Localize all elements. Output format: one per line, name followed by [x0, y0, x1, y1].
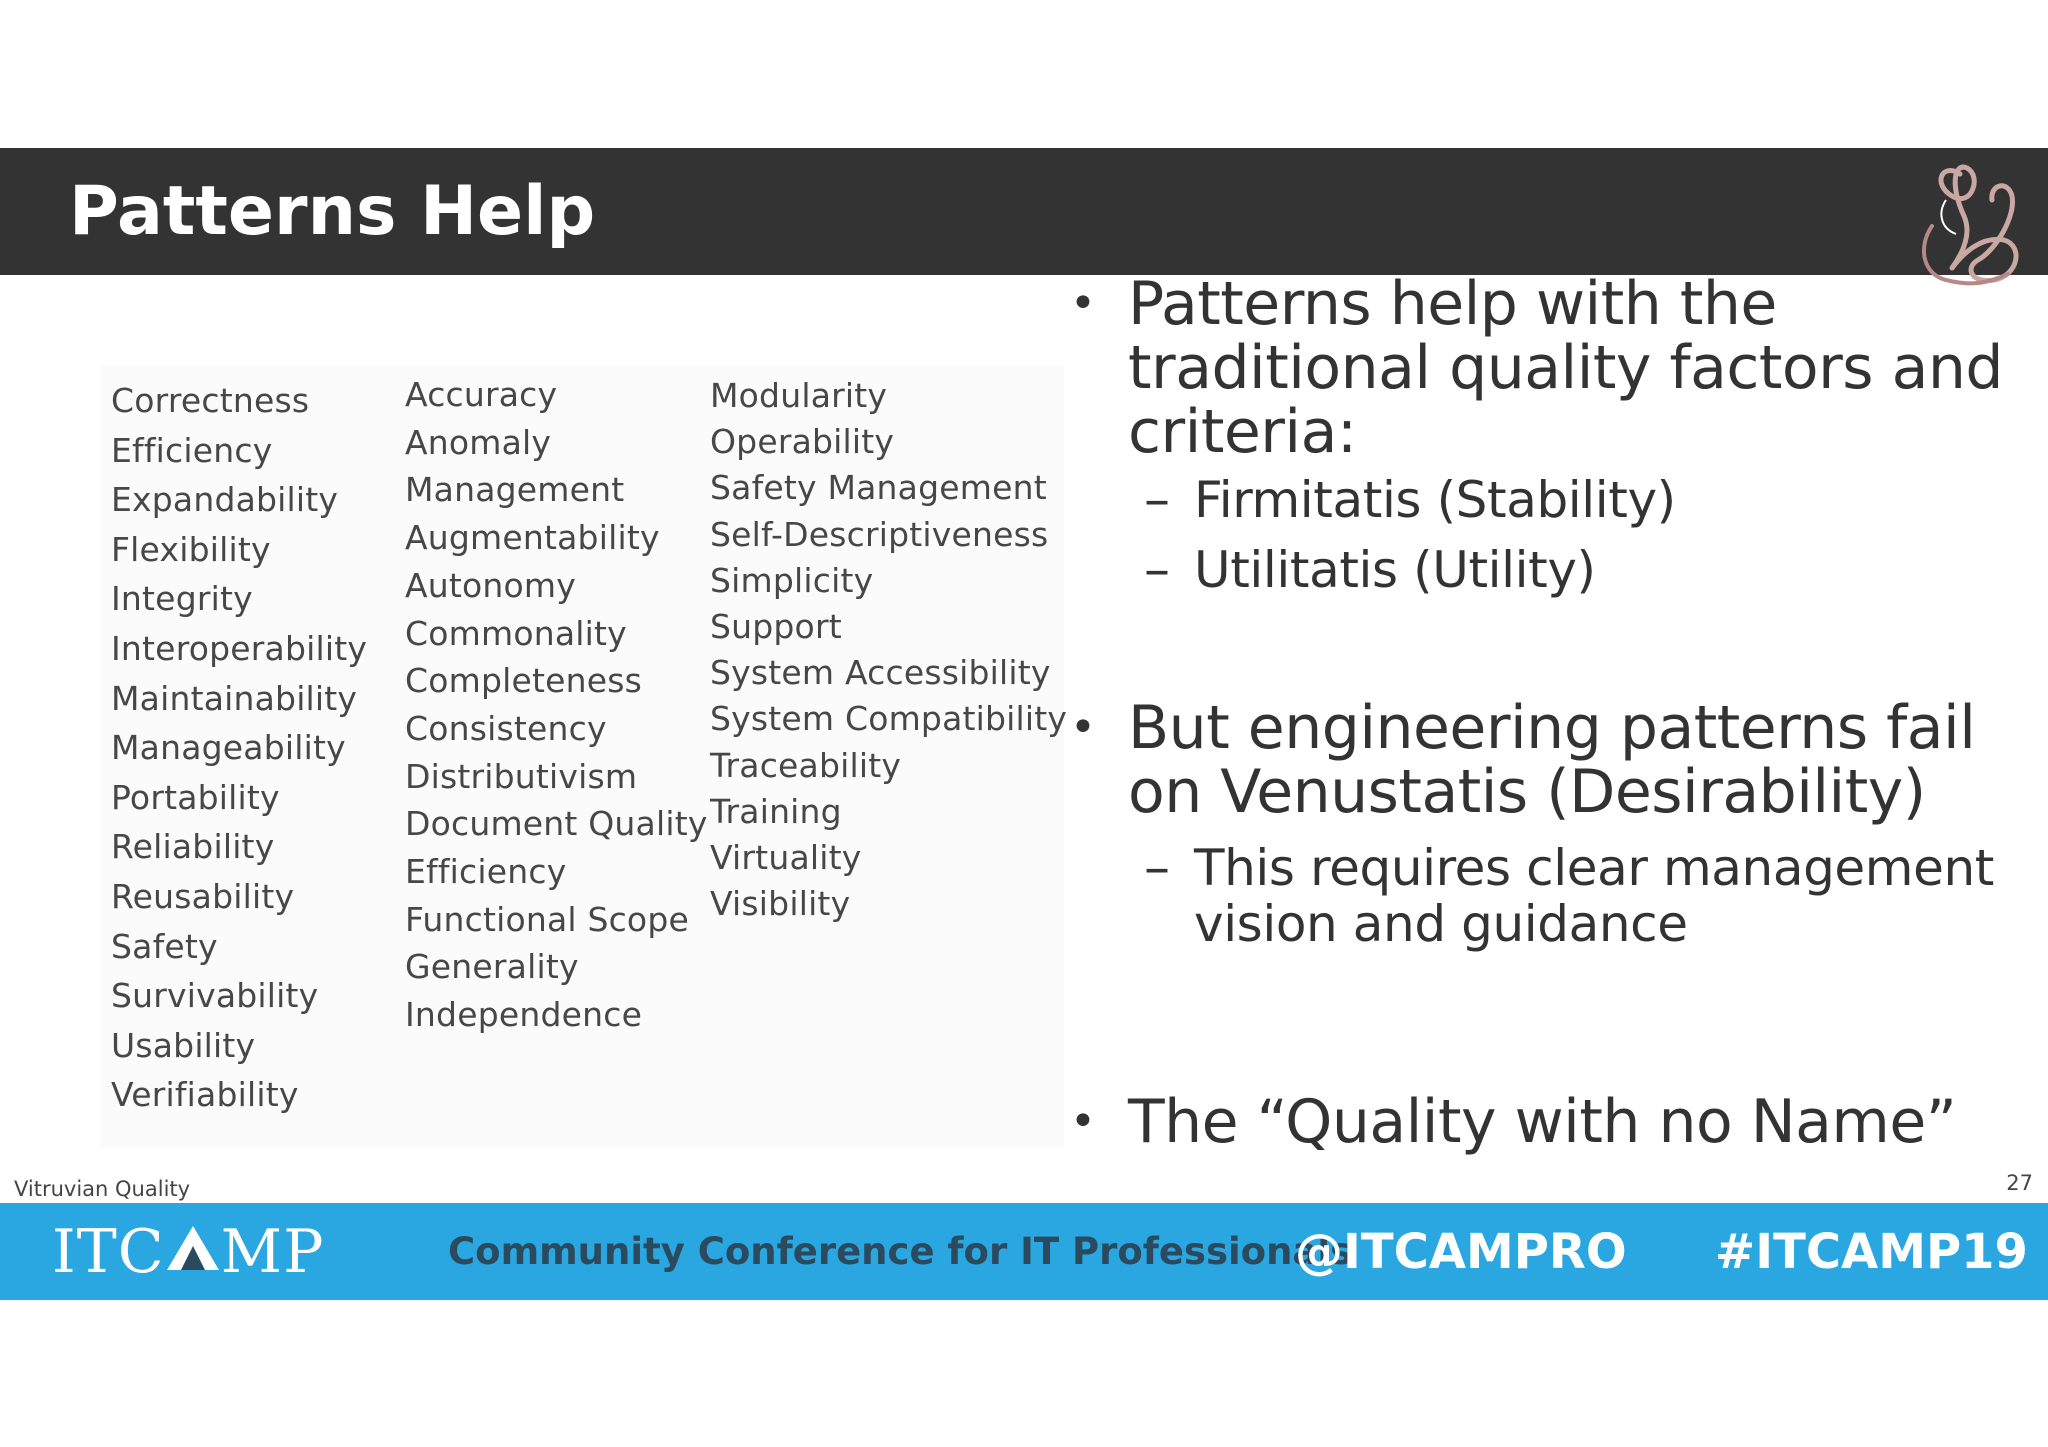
bullet-text: But engineering patterns fail on Venustatis (Desirability)	[1128, 693, 1976, 827]
criterion-item: Operability	[710, 422, 895, 462]
factor-item: Survivability	[111, 976, 319, 1016]
factor-item: Maintainability	[111, 678, 358, 718]
criterion-item: Functional Scope	[405, 899, 689, 939]
brand-suffix: MP	[220, 1217, 325, 1287]
criterion-item: Commonality	[405, 613, 627, 653]
twitter-handle: @ITCAMPRO	[1295, 1224, 1627, 1280]
criterion-item: Generality	[405, 947, 579, 987]
quality-factors-column-3	[710, 373, 1067, 927]
brand-prefix: ITC	[52, 1217, 165, 1287]
conference-tagline: Community Conference for IT Professionals	[448, 1230, 1353, 1273]
factor-item: Expandability	[111, 480, 339, 520]
sub-bullet-marker: –	[1144, 470, 1170, 530]
title-bar	[0, 148, 2048, 275]
criterion-item: System Compatibility	[710, 699, 1068, 739]
criterion-item: Management	[405, 470, 625, 510]
criterion-item: Accuracy	[405, 375, 558, 414]
factor-item: Integrity	[111, 579, 253, 619]
slide-footer-label: Vitruvian Quality	[14, 1177, 191, 1201]
factor-item: Flexibility	[111, 529, 271, 569]
factor-item: Correctness	[111, 381, 310, 420]
itcamp-logo	[52, 1217, 325, 1287]
quality-factors-column-2	[405, 371, 708, 1039]
factor-item: Verifiability	[111, 1075, 299, 1115]
factor-item: Efficiency	[111, 430, 273, 470]
criterion-item: Simplicity	[710, 560, 874, 600]
criterion-item: Traceability	[710, 745, 902, 785]
criterion-item: Support	[710, 607, 842, 647]
factor-item: Safety	[111, 926, 218, 966]
criterion-item: Self-Descriptiveness	[710, 514, 1049, 554]
criterion-item: Autonomy	[405, 565, 576, 605]
page-number: 27	[2006, 1171, 2033, 1195]
factor-item: Interoperability	[111, 628, 368, 668]
criterion-item: Document Quality	[405, 804, 708, 844]
criterion-item: Completeness	[405, 661, 643, 701]
slide-title: Patterns Help	[69, 172, 596, 251]
criterion-item: Consistency	[405, 708, 607, 748]
factor-item: Reusability	[111, 876, 295, 916]
bullet-marker: •	[1070, 278, 1096, 329]
sub-bullet-text: Utilitatis (Utility)	[1194, 541, 1596, 599]
criterion-item: System Accessibility	[710, 653, 1051, 693]
sub-bullet-marker: –	[1144, 838, 1170, 898]
criterion-item: Distributivism	[405, 756, 638, 796]
bullet-marker: •	[1070, 702, 1096, 753]
criterion-item: Visibility	[710, 884, 851, 924]
factor-item: Manageability	[111, 728, 346, 768]
bullet-text: Patterns help with the traditional quality factors and criteria:	[1128, 269, 2003, 467]
factor-item: Reliability	[111, 827, 275, 867]
triangle-icon	[165, 1224, 221, 1272]
sub-bullet-text: This requires clear management vision and guidance	[1194, 839, 1994, 953]
criterion-item: Anomaly	[405, 422, 552, 462]
bullet-text: The “Quality with no Name”	[1128, 1087, 1957, 1157]
sub-bullet-marker: –	[1144, 540, 1170, 600]
quality-factors-column-1	[111, 376, 367, 1120]
sub-bullet-text: Firmitatis (Stability)	[1194, 471, 1676, 529]
bullet-marker: •	[1070, 1096, 1096, 1147]
quality-factors-table	[100, 366, 1068, 1148]
criterion-item: Virtuality	[710, 838, 862, 878]
criterion-item: Independence	[405, 995, 643, 1035]
criterion-item: Safety Management	[710, 468, 1047, 508]
factor-item: Portability	[111, 777, 280, 817]
criterion-item: Augmentability	[405, 518, 660, 558]
criterion-item: Training	[710, 791, 842, 831]
criterion-item: Efficiency	[405, 852, 567, 892]
criterion-item: Modularity	[710, 376, 888, 415]
event-hashtag: #ITCAMP19	[1715, 1224, 2028, 1280]
conference-footer-bar	[0, 1203, 2048, 1300]
factor-item: Usability	[111, 1025, 256, 1065]
